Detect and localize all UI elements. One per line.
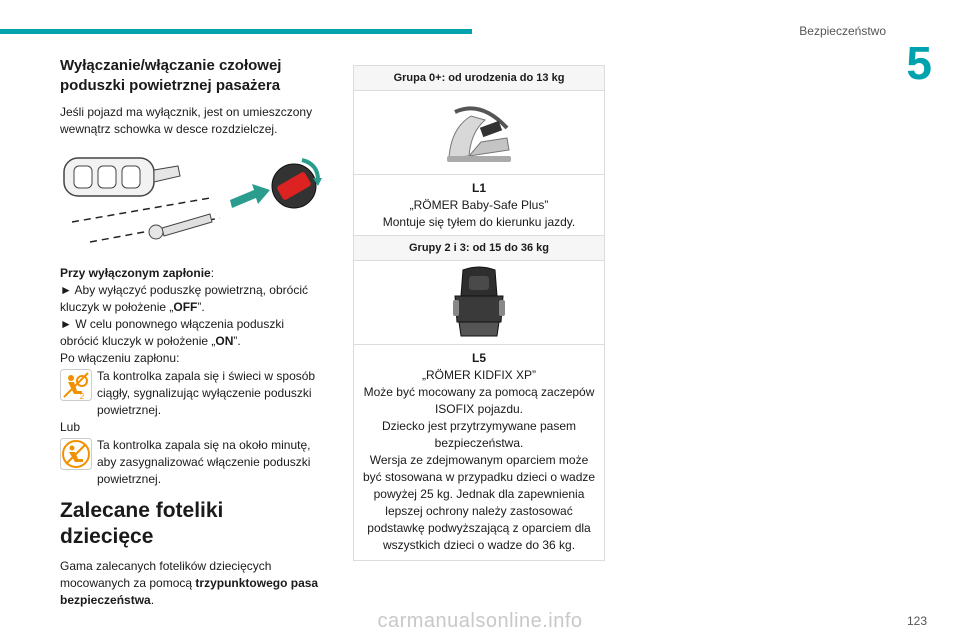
seat-description: [354, 345, 604, 560]
chapter-number: 5: [906, 37, 932, 89]
seat-code: L5: [471, 351, 486, 365]
after-ignition-text: Po włączeniu zapłonu:: [60, 351, 180, 365]
section-title: Bezpieczeństwo: [799, 24, 886, 38]
left-column: [60, 56, 322, 609]
airbag-on-warning-icon: [60, 438, 92, 470]
seat-line: Montuje się tyłem do kierunku jazdy.: [382, 215, 576, 229]
child-seats-intro-end: .: [150, 593, 155, 607]
on-position: ON: [215, 334, 234, 348]
seat-table-header: Grupa 0+: od urodzenia do 13 kg: [354, 66, 604, 91]
svg-text:2: 2: [79, 392, 85, 401]
key-switch-illustration: [60, 152, 322, 248]
ignition-off-label: Przy wyłączonym zapłonie: [60, 266, 211, 280]
child-seats-intro: [60, 558, 322, 609]
ignition-off-colon: :: [210, 266, 215, 280]
off-position: OFF: [173, 300, 198, 314]
key-blade-icon: [149, 214, 212, 239]
step-enable-end: ”.: [233, 334, 241, 348]
ignition-off-paragraph: [60, 265, 322, 282]
seat-table: [353, 65, 605, 238]
seat-table-group-0: [353, 65, 605, 238]
booster-seat-image: [449, 266, 509, 340]
chapter-strip: [890, 110, 960, 590]
seat-line: Może być mocowany za pomocą zaczepów ISOFIX pojazdu.: [363, 385, 595, 416]
seat-table: [353, 235, 605, 561]
key-fob-icon: [64, 158, 180, 196]
warning-on-row: [60, 437, 322, 488]
three-point-belt-label: trzypunktowego pasa bezpieczeństwa: [60, 576, 319, 607]
step-disable-end: ”.: [197, 300, 205, 314]
step-disable: [60, 282, 322, 316]
child-seats-heading: Zalecane foteliki dziecięce: [60, 499, 224, 548]
airbag-switch-icon: [272, 160, 322, 208]
seat-line: Dziecko jest przytrzymywane pasem bezpieczeństwa.: [381, 419, 577, 450]
seat-code: L1: [471, 181, 486, 195]
airbag-off-warning-icon: [60, 369, 92, 401]
watermark: carmanualsonline.info: [377, 610, 583, 632]
child-seats-intro-text: Gama zalecanych fotelików dziecięcych mocowanych za pomocą: [60, 559, 272, 590]
warning-off-row: [60, 368, 322, 419]
seat-table-header: Grupy 2 i 3: od 15 do 36 kg: [354, 236, 604, 261]
seat-image-cell: [354, 91, 604, 175]
header-accent-bar: [0, 29, 472, 34]
seat-image-cell: [354, 261, 604, 345]
seat-line: „RÖMER Baby-Safe Plus”: [409, 198, 549, 212]
switch-location-text: Jeśli pojazd ma wyłącznik, jest on umieszczony wewnątrz schowka w desce rozdzielczej.: [60, 105, 313, 136]
step-disable-text: ► Aby wyłączyć poduszkę powietrzną, obrócić kluczyk w położenie „: [60, 283, 308, 314]
seat-description: [354, 175, 604, 237]
or-text: Lub: [60, 420, 81, 434]
step-enable: [60, 316, 322, 350]
warning-on-text: Ta kontrolka zapala się na około minutę, aby zasygnalizować włączenie poduszki powietrznej.: [97, 438, 311, 486]
seat-line: „RÖMER KIDFIX XP”: [421, 368, 536, 382]
seat-line: Wersja ze zdejmowanym oparciem może być stosowana w przypadku dzieci o wadze powyżej 25 kg. Jednak dla zapewnienia lepszej ochrony należy zastosować podstawkę podwyższającą z oparciem dla wszystkich dzieci o wadze do 36 kg.: [362, 453, 596, 552]
seat-table-group-2-3: [353, 235, 605, 561]
airbag-switch-subtitle: Wyłączanie/włączanie czołowej poduszki powietrznej pasażera: [60, 57, 282, 94]
warning-off-text: Ta kontrolka zapala się i świeci w sposób ciągły, sygnalizując wyłączenie poduszki powietrznej.: [97, 369, 316, 417]
page-number: 123: [906, 614, 927, 628]
insert-arrow-icon: [230, 184, 270, 208]
step-enable-text: ► W celu ponownego włączenia poduszki obrócić kluczyk w położenie „: [60, 317, 284, 348]
baby-carrier-image: [441, 98, 517, 168]
